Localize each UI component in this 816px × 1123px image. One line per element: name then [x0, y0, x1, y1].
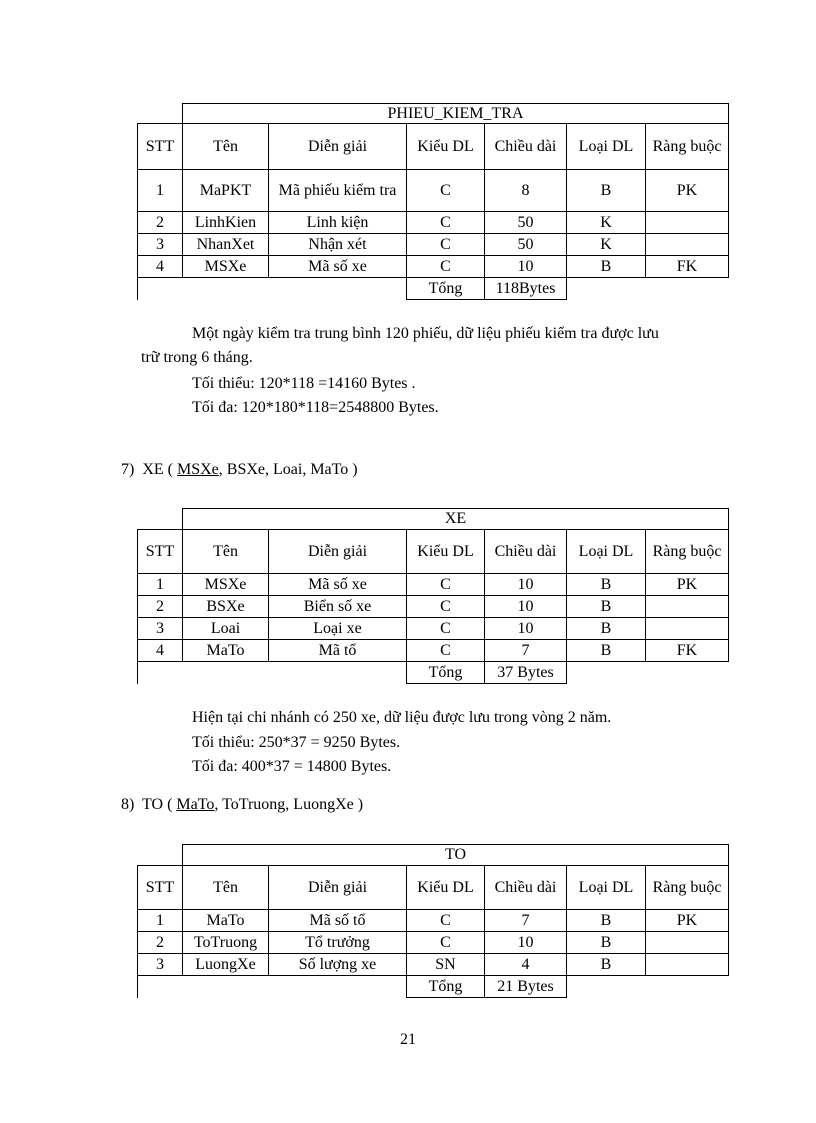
cell: C	[407, 910, 485, 932]
cell: K	[567, 212, 646, 234]
total-row	[138, 662, 729, 684]
header-cell: Loại DL	[567, 866, 646, 910]
cell: B	[567, 170, 646, 212]
table-title: TO	[183, 845, 729, 866]
section-heading-to: 8) TO ( MaTo, ToTruong, LuongXe )	[121, 796, 364, 813]
header-cell: Diễn giải	[269, 530, 407, 574]
paragraph-line: Hiện tại chi nhánh có 250 xe, dữ liệu được lưu trong vòng 2 năm.	[192, 709, 612, 726]
header-row	[138, 530, 729, 574]
section-heading-xe: 7) XE ( MSXe, BSXe, Loai, MaTo )	[121, 461, 358, 478]
cell: 10	[485, 256, 567, 278]
cell: C	[407, 932, 485, 954]
cell: ToTruong	[183, 932, 269, 954]
cell: Mã phiếu kiểm tra	[269, 170, 407, 212]
total-row	[138, 976, 729, 998]
header-cell: Diễn giải	[269, 866, 407, 910]
max-size-line: Tối đa: 120*180*118=2548800 Bytes.	[192, 399, 439, 416]
table-xe	[137, 508, 729, 684]
cell: B	[567, 618, 646, 640]
cell: Mã số xe	[269, 256, 407, 278]
cell: 7	[485, 640, 567, 662]
header-cell: STT	[138, 530, 183, 574]
cell: 3	[138, 234, 183, 256]
cell: 1	[138, 574, 183, 596]
cell: 4	[485, 954, 567, 976]
cell: B	[567, 596, 646, 618]
header-cell: STT	[138, 866, 183, 910]
cell: Tổ trưởng	[269, 932, 407, 954]
header-cell: STT	[138, 124, 183, 170]
table-row	[138, 596, 729, 618]
cell: C	[407, 596, 485, 618]
cell: 1	[138, 170, 183, 212]
header-cell: Tên	[183, 866, 269, 910]
paragraph-line: Một ngày kiểm tra trung bình 120 phiếu, dữ liệu phiếu kiểm tra được lưu	[192, 325, 659, 342]
cell: SN	[407, 954, 485, 976]
header-cell: Chiều dài	[485, 124, 567, 170]
cell: Mã số tổ	[269, 910, 407, 932]
cell: MSXe	[183, 574, 269, 596]
header-cell: Ràng buộc	[646, 866, 729, 910]
cell: 4	[138, 256, 183, 278]
cell: MSXe	[183, 256, 269, 278]
cell: C	[407, 170, 485, 212]
cell: B	[567, 932, 646, 954]
total-row	[138, 278, 729, 300]
total-label: Tổng	[407, 278, 485, 300]
cell: B	[567, 574, 646, 596]
cell: Linh kiện	[269, 212, 407, 234]
cell: 3	[138, 954, 183, 976]
cell	[646, 234, 729, 256]
header-cell: Loại DL	[567, 124, 646, 170]
cell: PK	[646, 910, 729, 932]
header-row	[138, 866, 729, 910]
max-size-line: Tối đa: 400*37 = 14800 Bytes.	[192, 758, 392, 775]
total-label: Tổng	[407, 662, 485, 684]
table-row	[138, 910, 729, 932]
cell: 10	[485, 932, 567, 954]
header-cell: Kiểu DL	[407, 866, 485, 910]
cell: LinhKien	[183, 212, 269, 234]
cell: C	[407, 234, 485, 256]
table-to	[137, 844, 729, 998]
cell: 2	[138, 932, 183, 954]
cell: 7	[485, 910, 567, 932]
cell: 3	[138, 618, 183, 640]
header-row	[138, 124, 729, 170]
total-label: Tổng	[407, 976, 485, 998]
cell: BSXe	[183, 596, 269, 618]
cell: Mã số xe	[269, 574, 407, 596]
header-cell: Kiểu DL	[407, 530, 485, 574]
paragraph-line: trữ trong 6 tháng.	[141, 349, 253, 366]
min-size-line: Tối thiểu: 250*37 = 9250 Bytes.	[192, 734, 401, 751]
cell: C	[407, 212, 485, 234]
cell: Loai	[183, 618, 269, 640]
cell: Biển số xe	[269, 596, 407, 618]
cell: 50	[485, 234, 567, 256]
cell: Số lượng xe	[269, 954, 407, 976]
cell: PK	[646, 574, 729, 596]
cell: B	[567, 256, 646, 278]
cell: 2	[138, 212, 183, 234]
cell: C	[407, 618, 485, 640]
cell: Mã tổ	[269, 640, 407, 662]
cell	[646, 212, 729, 234]
cell: 2	[138, 596, 183, 618]
total-value: 21 Bytes	[485, 976, 567, 998]
total-value: 118Bytes	[485, 278, 567, 300]
cell: C	[407, 640, 485, 662]
table-title: XE	[183, 509, 729, 530]
table-row	[138, 234, 729, 256]
primary-key: MSXe	[176, 461, 219, 478]
min-size-line: Tối thiểu: 120*118 =14160 Bytes .	[192, 375, 416, 392]
cell	[646, 954, 729, 976]
table-row	[138, 954, 729, 976]
cell: NhanXet	[183, 234, 269, 256]
cell: Loại xe	[269, 618, 407, 640]
cell: Nhận xét	[269, 234, 407, 256]
header-cell: Kiểu DL	[407, 124, 485, 170]
header-cell: Chiều dài	[485, 530, 567, 574]
table-row	[138, 170, 729, 212]
cell: 10	[485, 596, 567, 618]
cell: B	[567, 640, 646, 662]
table-row	[138, 618, 729, 640]
total-value: 37 Bytes	[485, 662, 567, 684]
cell: B	[567, 910, 646, 932]
cell: PK	[646, 170, 729, 212]
table-row	[138, 574, 729, 596]
primary-key: MaTo	[176, 796, 215, 813]
table-title: PHIEU_KIEM_TRA	[183, 104, 729, 124]
header-cell: Ràng buộc	[646, 530, 729, 574]
table-corner	[138, 104, 183, 124]
cell: 1	[138, 910, 183, 932]
cell: K	[567, 234, 646, 256]
cell: 10	[485, 618, 567, 640]
cell	[646, 618, 729, 640]
table-row	[138, 932, 729, 954]
cell: FK	[646, 640, 729, 662]
table-row	[138, 256, 729, 278]
cell: MaPKT	[183, 170, 269, 212]
header-cell: Diễn giải	[269, 124, 407, 170]
header-cell: Loại DL	[567, 530, 646, 574]
cell: 10	[485, 574, 567, 596]
cell: LuongXe	[183, 954, 269, 976]
cell: C	[407, 256, 485, 278]
table-phieu-kiem-tra	[137, 103, 729, 300]
cell	[646, 932, 729, 954]
header-cell: Ràng buộc	[646, 124, 729, 170]
cell: 8	[485, 170, 567, 212]
table-row	[138, 212, 729, 234]
page-number: 21	[400, 1031, 416, 1048]
header-cell: Tên	[183, 124, 269, 170]
cell: B	[567, 954, 646, 976]
cell: FK	[646, 256, 729, 278]
cell: 50	[485, 212, 567, 234]
cell: C	[407, 574, 485, 596]
cell: 4	[138, 640, 183, 662]
cell: MaTo	[183, 640, 269, 662]
header-cell: Chiều dài	[485, 866, 567, 910]
table-row	[138, 640, 729, 662]
cell	[646, 596, 729, 618]
header-cell: Tên	[183, 530, 269, 574]
cell: MaTo	[183, 910, 269, 932]
